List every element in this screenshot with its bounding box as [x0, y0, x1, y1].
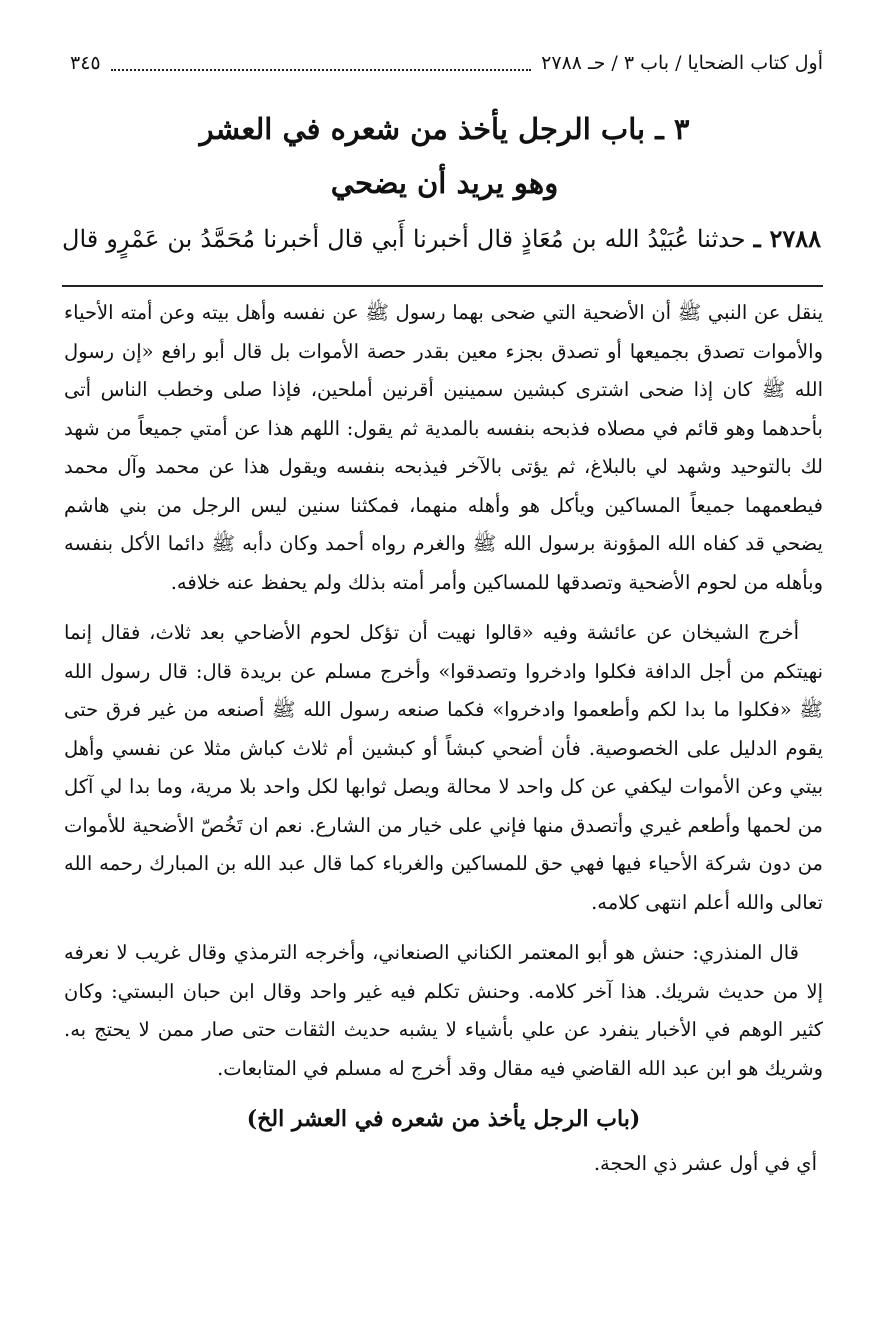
hadith-number: ٢٧٨٨ ـ: [753, 224, 821, 253]
running-title: أول كتاب الضحايا / باب ٣ / حـ ٢٧٨٨: [541, 52, 823, 74]
running-header: [70, 52, 823, 74]
sub-heading: (باب الرجل يأخذ من شعره في العشر الخ): [246, 1106, 641, 1132]
dotted-leader: [111, 55, 532, 71]
separator-rule: [62, 285, 823, 287]
hadith-chain: حدثنا عُبَيْدُ الله بن مُعَاذٍ قال أخبرنا أَبي قال أخبرنا مُحَمَّدُ بن عَمْرٍو قال: [62, 225, 746, 253]
chapter-title-line-2: وهو يريد أن يضحي: [330, 166, 559, 200]
chapter-title: [60, 102, 829, 210]
commentary-paragraph-3: قال المنذري: حنش هو أبو المعتمر الكناني الصنعاني، وأخرجه الترمذي وقال غريب لا نعرفه إلا من حديث شريك. هذا آخر كلامه. وحنش تكلم فيه غير واحد وقال ابن حبان البستي: وكان كثير الوهم في الأخبار ينفرد عن علي بأشياء لا يشبه حديث الثقات حتى صار ممن لا يحتج به. وشريك هو ابن عبد الله القاضي فيه مقال وقد أخرج له مسلم في المتابعات.: [64, 941, 823, 1080]
hadith-text: [62, 224, 821, 253]
commentary: [64, 294, 823, 1195]
chapter-title-line-1: ٣ ـ باب الرجل يأخذ من شعره في العشر: [199, 112, 690, 146]
commentary-paragraph-2: أخرج الشيخان عن عائشة وفيه «قالوا نهيت أن تؤكل لحوم الأضاحي بعد ثلاث، فقال إنما نهيتكم من أجل الدافة فكلوا وادخروا وتصدقوا» وأخرج مسلم عن بريدة قال: قال رسول الله ﷺ «فكلوا ما بدا لكم وأطعموا وادخروا» فكما صنعه رسول الله ﷺ أصنعه من غير فرق حتى يقوم الدليل على الخصوصية. فأن أضحي كبشاً أو كبشين أم ثلاث كباش مثلا عن نفسي وأهل بيتي وعن الأموات ليكفي عن كل واحد لا محالة ويصل ثوابها لكل واحد بلا مرية، وما بدا لي آكل من لحمها وأطعم غيري وأتصدق منها فإني على خيار من الشارع. نعم ان تَخُصّ الأضحية للأموات من دون شركة الأحياء فيها فهي حق للمساكين والغرباء كما قال عبد الله بن المبارك رحمه الله تعالى والله أعلم انتهى كلامه.: [64, 621, 823, 914]
page-number: ٣٤٥: [70, 52, 101, 74]
commentary-paragraph-1: ينقل عن النبي ﷺ أن الأضحية التي ضحى بهما رسول ﷺ عن نفسه وأهل بيته وعن أمته الأحياء والأموات تصدق بجميعها أو تصدق بجزء معين بقدر حصة الأموات بل قال أبو رافع «إن رسول الله ﷺ كان إذا ضحى اشترى كبشين سمينين أقرنين أملحين، فإذا صلى وخطب الناس أتى بأحدهما وهو قائم في مصلاه فذبحه بنفسه بالمدية ثم يقول: اللهم هذا عن أمتي جميعاً من شهد لك بالتوحيد وشهد لي بالبلاغ، ثم يؤتى بالآخر فيذبحه بنفسه ويقول هذا عن محمد وآل محمد فيطعمهما جميعاً المساكين ويأكل هو وأهله منهما، فمكثنا سنين ليس الرجل من بني هاشم يضحي قد كفاه الله المؤونة برسول الله ﷺ والغرم رواه أحمد وكان دأبه ﷺ دائما الأكل بنفسه وبأهله من لحوم الأضحية وتصدقها للمساكين وأمر أمته بذلك ولم يحفظ عنه خلافه.: [64, 301, 823, 594]
final-line: أي في أول عشر ذي الحجة.: [593, 1151, 817, 1175]
